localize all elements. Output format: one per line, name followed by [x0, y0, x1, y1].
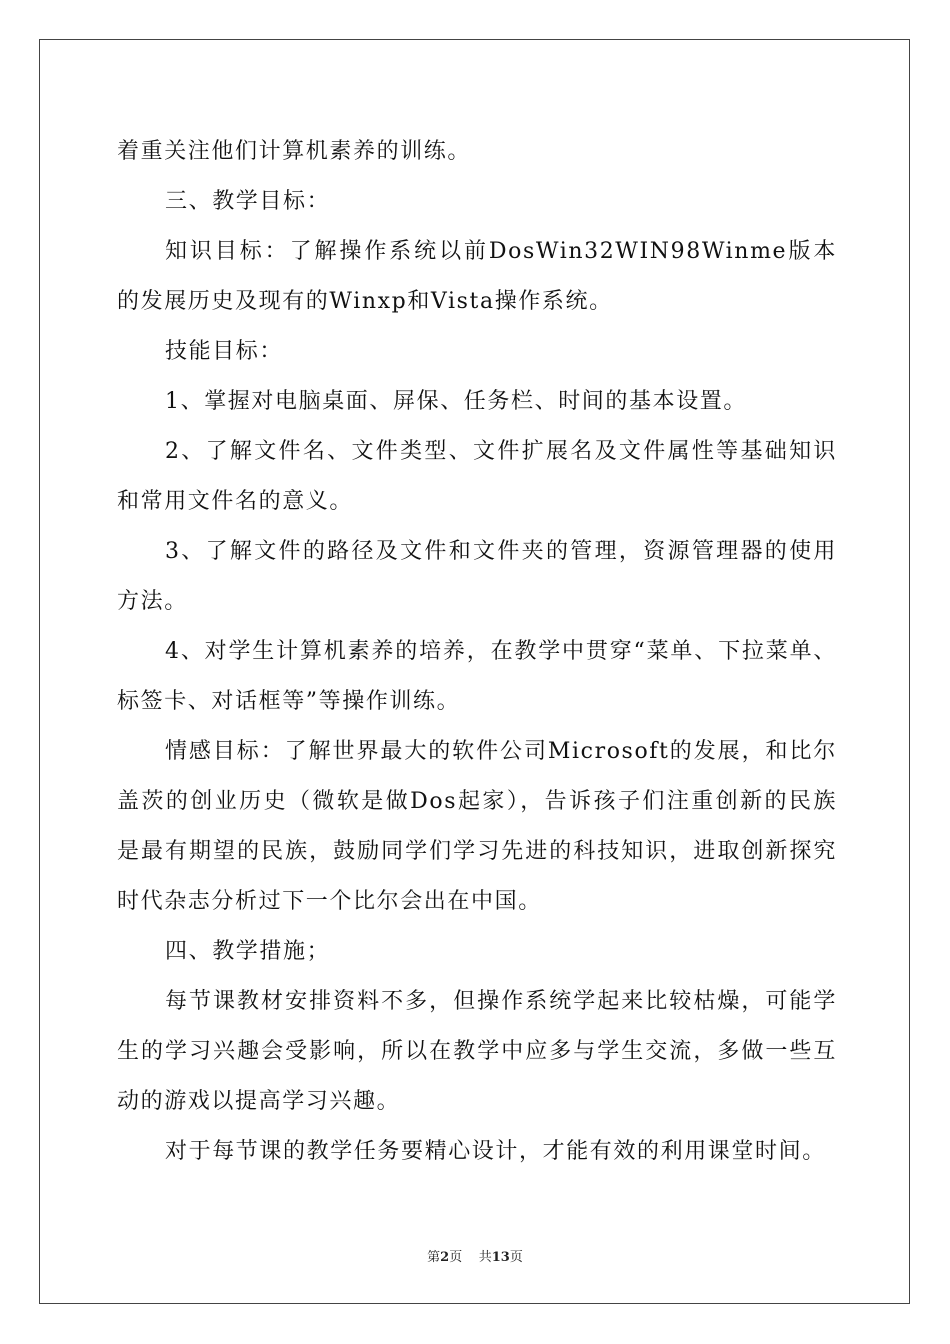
- heading-skill-goals: 技能目标：: [165, 339, 284, 364]
- list-item-skill-3: 3、了解文件的路径及文件和文件夹的管理，资源管理器的使用方法。: [117, 539, 837, 614]
- footer-page-number: 2: [440, 1250, 450, 1265]
- footer-total-pages: 13: [491, 1250, 510, 1265]
- list-item-skill-1: 1、掌握对电脑桌面、屏保、任务栏、时间的基本设置。: [165, 389, 747, 414]
- heading-teaching-goals: 三、教学目标：: [165, 189, 331, 214]
- paragraph-knowledge-goal: 知识目标：了解操作系统以前DosWin32WIN98Winme版本的发展历史及现有的Winxp和Vista操作系统。: [117, 239, 837, 314]
- paragraph-intro-continuation: 着重关注他们计算机素养的训练。: [117, 139, 472, 164]
- heading-teaching-measures: 四、教学措施；: [165, 939, 331, 964]
- paragraph-measures-2: 对于每节课的教学任务要精心设计，才能有效的利用课堂时间。: [165, 1139, 826, 1164]
- footer-total-prefix: 共: [478, 1250, 492, 1265]
- list-item-skill-4: 4、对学生计算机素养的培养，在教学中贯穿“菜单、下拉菜单、标签卡、对话框等”等操作训练。: [117, 639, 837, 714]
- footer-page-prefix: 第: [427, 1250, 441, 1265]
- page-footer: [0, 1246, 950, 1265]
- footer-page-suffix: 页: [449, 1250, 463, 1265]
- paragraph-measures-1: 每节课教材安排资料不多，但操作系统学起来比较枯燥，可能学生的学习兴趣会受影响，所以在教学中应多与学生交流，多做一些互动的游戏以提高学习兴趣。: [117, 989, 837, 1114]
- paragraph-emotional-goal: 情感目标：了解世界最大的软件公司Microsoft的发展，和比尔盖茨的创业历史（微软是做Dos起家），告诉孩子们注重创新的民族是最有期望的民族，鼓励同学们学习先进的科技知识，进取创新探究时代杂志分析过下一个比尔会出在中国。: [117, 739, 837, 914]
- list-item-skill-2: 2、了解文件名、文件类型、文件扩展名及文件属性等基础知识和常用文件名的意义。: [117, 439, 837, 514]
- document-body: [117, 127, 837, 1177]
- footer-total-suffix: 页: [509, 1250, 523, 1265]
